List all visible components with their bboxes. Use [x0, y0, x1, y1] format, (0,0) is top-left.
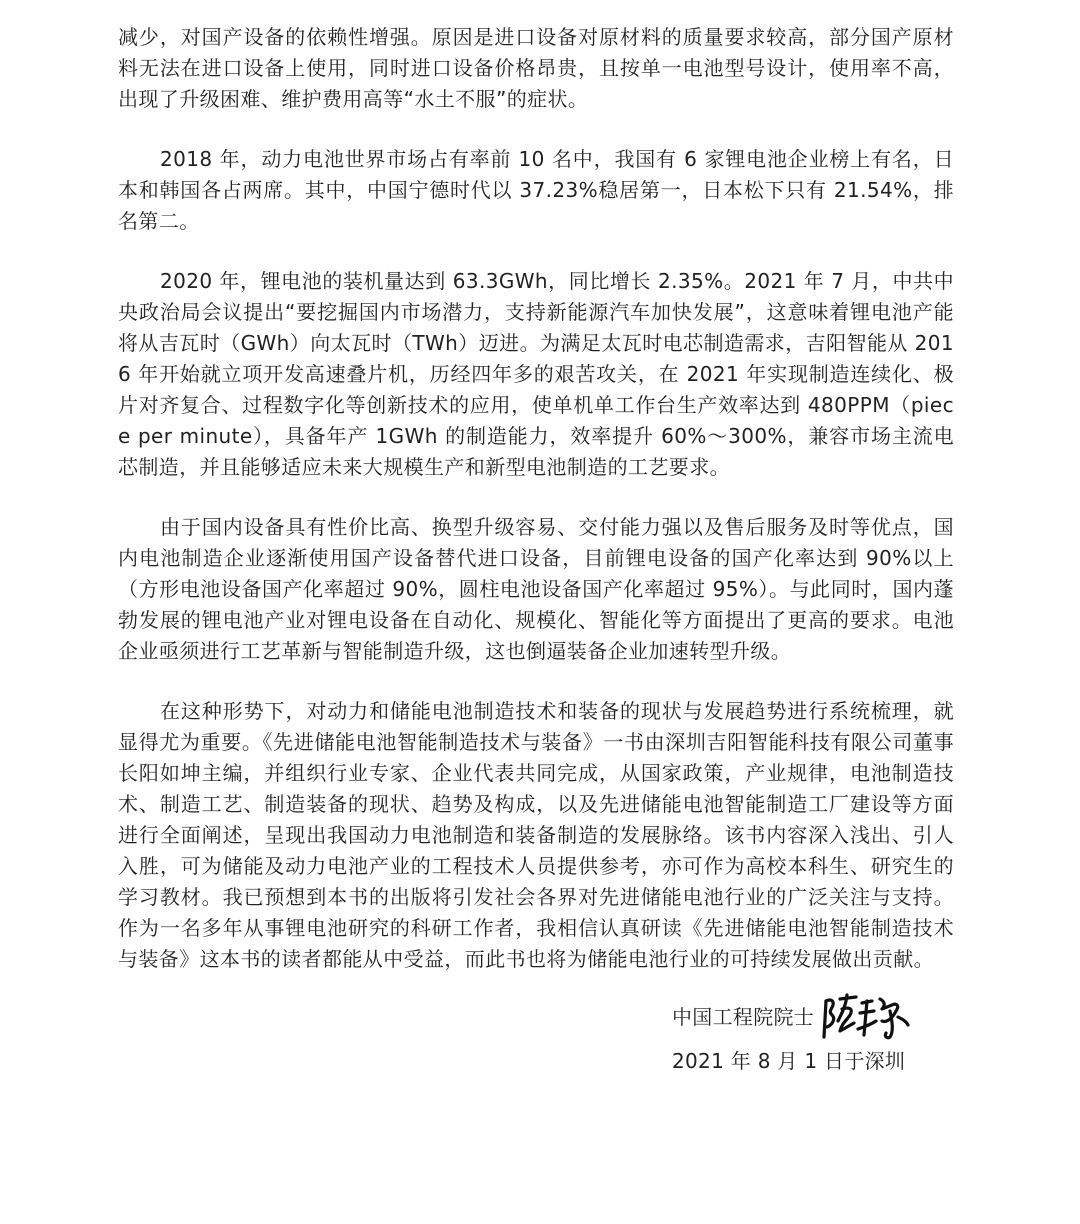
paragraph-4: 由于国内设备具有性价比高、换型升级容易、交付能力强以及售后服务及时等优点，国内电池制造企业逐渐使用国产设备替代进口设备，目前锂电设备的国产化率达到 90%以上（方形电池设备国产化率超过 90%，圆柱电池设备国产化率超过 95%）。与此同时，国内蓬勃发展的锂电池产业对锂电设备在自动化、规模化、智能化等方面提出了更高的要求。电池企业亟须进行工艺革新与智能制造升级，这也倒逼装备企业加速转型升级。 — [118, 515, 954, 663]
paragraph-3: 2020 年，锂电池的装机量达到 63.3GWh，同比增长 2.35%。2021 年 7 月，中共中央政治局会议提出“要挖掘国内市场潜力，支持新能源汽车加快发展”，这意味着锂电池产能将从吉瓦时（GWh）向太瓦时（TWh）迈进。为满足太瓦时电芯制造需求，吉阳智能从 2016 年开始就立项开发高速叠片机，历经四年多的艰苦攻关，在 2021 年实现制造连续化、极片对齐复合、过程数字化等创新技术的应用，使单机单工作台生产效率达到 480PPM（piece per minute），具备年产 1GWh 的制造能力，效率提升 60%～300%，兼容市场主流电芯制造，并且能够适应未来大规模生产和新型电池制造的工艺要求。 — [118, 269, 954, 479]
handwritten-signature — [820, 991, 912, 1043]
signing-date: 2021 年 8 月 1 日于深圳 — [672, 1049, 906, 1073]
signature-line — [672, 988, 932, 1046]
signature-block — [672, 988, 932, 1076]
paragraph-5: 在这种形势下，对动力和储能电池制造技术和装备的现状与发展趋势进行系统梳理，就显得尤为重要。《先进储能电池智能制造技术与装备》一书由深圳吉阳智能科技有限公司董事长阳如坤主编，并组织行业专家、企业代表共同完成，从国家政策，产业规律，电池制造技术、制造工艺、制造装备的现状、趋势及构成，以及先进储能电池智能制造工厂建设等方面进行全面阐述，呈现出我国动力电池制造和装备制造的发展脉络。该书内容深入浅出、引人入胜，可为储能及动力电池产业的工程技术人员提供参考，亦可作为高校本科生、研究生的学习教材。我已预想到本书的出版将引发社会各界对先进储能电池行业的广泛关注与支持。作为一名多年从事锂电池研究的科研工作者，我相信认真研读《先进储能电池智能制造技术与装备》这本书的读者都能从中受益，而此书也将为储能电池行业的可持续发展做出贡献。 — [118, 699, 954, 971]
paragraph-2: 2018 年，动力电池世界市场占有率前 10 名中，我国有 6 家锂电池企业榜上有名，日本和韩国各占两席。其中，中国宁德时代以 37.23%稳居第一，日本松下只有 21.54%，排名第二。 — [118, 147, 954, 233]
document-body — [118, 22, 954, 1004]
signer-title: 中国工程院院士 — [672, 1005, 815, 1029]
paragraph-1: 减少，对国产设备的依赖性增强。原因是进口设备对原材料的质量要求较高，部分国产原材料无法在进口设备上使用，同时进口设备价格昂贵，且按单一电池型号设计，使用率不高，出现了升级困难、维护费用高等“水土不服”的症状。 — [118, 25, 954, 111]
